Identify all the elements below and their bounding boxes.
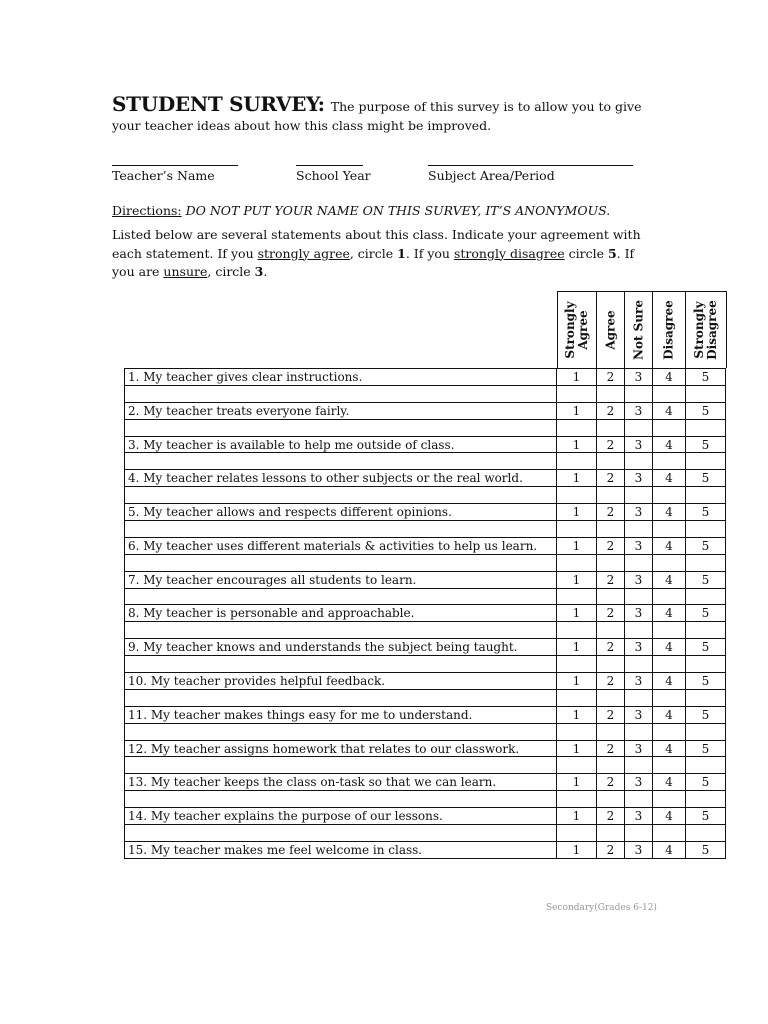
empty-cell (125, 825, 557, 842)
empty-cell (625, 723, 653, 740)
statement-cell: 7. My teacher encourages all students to learn. (125, 571, 557, 588)
rating-1-option[interactable]: 1 (557, 369, 597, 386)
empty-cell (597, 487, 625, 504)
empty-cell (625, 622, 653, 639)
table-row (125, 673, 726, 690)
header-disagree (652, 291, 686, 368)
rating-2-option[interactable]: 2 (597, 605, 625, 622)
header-not-sure (624, 291, 653, 368)
empty-cell (597, 419, 625, 436)
empty-cell (653, 453, 686, 470)
statement-cell: 1. My teacher gives clear instructions. (125, 369, 557, 386)
spacer-row (125, 723, 726, 740)
empty-cell (557, 791, 597, 808)
spacer-row (125, 656, 726, 673)
empty-cell (557, 689, 597, 706)
rating-1-option[interactable]: 1 (557, 537, 597, 554)
empty-cell (125, 554, 557, 571)
spacer-row (125, 689, 726, 706)
empty-cell (597, 521, 625, 538)
statement-cell: 14. My teacher explains the purpose of our lessons. (125, 808, 557, 825)
statement-cell: 3. My teacher is available to help me outside of class. (125, 436, 557, 453)
empty-cell (653, 656, 686, 673)
empty-cell (557, 385, 597, 402)
table-row (125, 841, 726, 858)
teacher-name-blank[interactable] (112, 165, 238, 166)
empty-cell (597, 622, 625, 639)
rating-5-option[interactable]: 5 (686, 841, 726, 858)
header-text: Disagree (705, 300, 719, 360)
intro-line-1: The purpose of this survey is to allow you to give (330, 99, 642, 114)
empty-cell (597, 588, 625, 605)
statement-cell: 15. My teacher makes me feel welcome in class. (125, 841, 557, 858)
statement-cell: 5. My teacher allows and respects different opinions. (125, 504, 557, 521)
empty-cell (625, 385, 653, 402)
empty-cell (686, 521, 726, 538)
empty-cell (557, 521, 597, 538)
empty-cell (625, 757, 653, 774)
spacer-row (125, 622, 726, 639)
empty-cell (686, 453, 726, 470)
rating-4-option[interactable]: 4 (653, 504, 686, 521)
empty-cell (653, 689, 686, 706)
school-year-label: School Year (296, 168, 371, 183)
rating-3-option[interactable]: 3 (625, 571, 653, 588)
rating-3-option[interactable]: 3 (625, 706, 653, 723)
header-text: Strongly (563, 301, 577, 359)
instr-text: . (263, 264, 268, 279)
instr-text: circle (564, 245, 608, 261)
subject-period-label: Subject Area/Period (428, 168, 555, 183)
empty-cell (557, 757, 597, 774)
rating-1-option[interactable]: 1 (557, 740, 597, 757)
empty-cell (686, 791, 726, 808)
empty-cell (625, 689, 653, 706)
rating-2-option[interactable]: 2 (597, 470, 625, 487)
spacer-row (125, 385, 726, 402)
empty-cell (125, 757, 557, 774)
rating-5-option[interactable]: 5 (686, 639, 726, 656)
empty-cell (597, 757, 625, 774)
header-agree (596, 291, 625, 368)
rating-1-option[interactable]: 1 (557, 402, 597, 419)
rating-4-option[interactable]: 4 (653, 774, 686, 791)
rating-5-option[interactable]: 5 (686, 706, 726, 723)
table-row (125, 369, 726, 386)
instr-unsure: unsure (163, 264, 208, 279)
empty-cell (557, 588, 597, 605)
empty-cell (125, 419, 557, 436)
directions-text: DO NOT PUT YOUR NAME ON THIS SURVEY, IT’S ANONYMOUS. (181, 203, 611, 218)
empty-cell (653, 757, 686, 774)
rating-4-option[interactable]: 4 (653, 402, 686, 419)
instr-three: 3 (254, 264, 264, 279)
empty-cell (653, 419, 686, 436)
rating-1-option[interactable]: 1 (557, 673, 597, 690)
empty-cell (125, 622, 557, 639)
empty-cell (557, 453, 597, 470)
instr-strongly-disagree: strongly disagree (453, 245, 565, 261)
footer-grade-level: Secondary(Grades 6-12) (546, 903, 657, 913)
empty-cell (625, 453, 653, 470)
rating-4-option[interactable]: 4 (653, 639, 686, 656)
statement-cell: 10. My teacher provides helpful feedback. (125, 673, 557, 690)
empty-cell (686, 554, 726, 571)
rating-4-option[interactable]: 4 (653, 841, 686, 858)
spacer-row (125, 554, 726, 571)
header-text: Strongly (692, 301, 706, 359)
empty-cell (125, 689, 557, 706)
school-year-blank[interactable] (296, 165, 363, 166)
statement-cell: 4. My teacher relates lessons to other subjects or the real world. (125, 470, 557, 487)
empty-cell (686, 487, 726, 504)
empty-cell (597, 453, 625, 470)
rating-1-option[interactable]: 1 (557, 571, 597, 588)
table-row (125, 639, 726, 656)
rating-2-option[interactable]: 2 (597, 706, 625, 723)
rating-5-option[interactable]: 5 (686, 369, 726, 386)
header-strongly-disagree (685, 291, 727, 368)
rating-2-option[interactable]: 2 (597, 537, 625, 554)
table-row (125, 605, 726, 622)
statement-cell: 9. My teacher knows and understands the subject being taught. (125, 639, 557, 656)
spacer-row (125, 757, 726, 774)
empty-cell (686, 419, 726, 436)
rating-3-option[interactable]: 3 (625, 605, 653, 622)
empty-cell (625, 588, 653, 605)
rating-5-option[interactable]: 5 (686, 436, 726, 453)
survey-title (112, 94, 672, 117)
spacer-row (125, 487, 726, 504)
empty-cell (597, 791, 625, 808)
rating-5-option[interactable]: 5 (686, 504, 726, 521)
empty-cell (686, 385, 726, 402)
statement-cell: 13. My teacher keeps the class on-task so that we can learn. (125, 774, 557, 791)
rating-2-option[interactable]: 2 (597, 740, 625, 757)
header-text: Not Sure (631, 299, 645, 361)
rating-2-option[interactable]: 2 (597, 402, 625, 419)
empty-cell (686, 588, 726, 605)
table-row (125, 774, 726, 791)
teacher-name-label: Teacher’s Name (112, 168, 215, 183)
empty-cell (653, 487, 686, 504)
rating-5-option[interactable]: 5 (686, 673, 726, 690)
survey-table (124, 368, 726, 859)
empty-cell (125, 453, 557, 470)
instr-one: 1 (397, 245, 406, 261)
empty-cell (653, 588, 686, 605)
empty-cell (597, 554, 625, 571)
rating-3-option[interactable]: 3 (625, 841, 653, 858)
empty-cell (653, 521, 686, 538)
rating-4-option[interactable]: 4 (653, 673, 686, 690)
rating-5-option[interactable]: 5 (686, 571, 726, 588)
rating-5-option[interactable]: 5 (686, 740, 726, 757)
rating-4-option[interactable]: 4 (653, 605, 686, 622)
empty-cell (597, 689, 625, 706)
rating-3-option[interactable]: 3 (625, 740, 653, 757)
header-strongly-agree (557, 291, 597, 368)
empty-cell (557, 487, 597, 504)
rating-2-option[interactable]: 2 (597, 504, 625, 521)
empty-cell (653, 723, 686, 740)
rating-2-option[interactable]: 2 (597, 639, 625, 656)
rating-4-option[interactable]: 4 (653, 706, 686, 723)
rating-5-option[interactable]: 5 (686, 470, 726, 487)
statement-cell: 6. My teacher uses different materials & activities to help us learn. (125, 537, 557, 554)
rating-5-option[interactable]: 5 (686, 537, 726, 554)
rating-4-option[interactable]: 4 (653, 369, 686, 386)
table-row (125, 808, 726, 825)
empty-cell (625, 791, 653, 808)
table-row (125, 706, 726, 723)
empty-cell (686, 825, 726, 842)
instr-five: 5 (607, 245, 617, 261)
rating-5-option[interactable]: 5 (686, 402, 726, 419)
rating-2-option[interactable]: 2 (597, 571, 625, 588)
instr-strongly-agree: strongly agree (257, 245, 350, 261)
rating-4-option[interactable]: 4 (653, 571, 686, 588)
empty-cell (125, 791, 557, 808)
title-heading: STUDENT SURVEY: (112, 92, 325, 116)
empty-cell (557, 656, 597, 673)
rating-5-option[interactable]: 5 (686, 774, 726, 791)
rating-4-option[interactable]: 4 (653, 808, 686, 825)
empty-cell (597, 656, 625, 673)
rating-3-option[interactable]: 3 (625, 673, 653, 690)
spacer-row (125, 453, 726, 470)
instr-text: , circle (207, 264, 255, 279)
empty-cell (653, 385, 686, 402)
empty-cell (653, 554, 686, 571)
empty-cell (625, 656, 653, 673)
instructions-paragraph (112, 226, 657, 282)
spacer-row (125, 419, 726, 436)
empty-cell (125, 487, 557, 504)
rating-4-option[interactable]: 4 (653, 470, 686, 487)
rating-1-option[interactable]: 1 (557, 504, 597, 521)
rating-2-option[interactable]: 2 (597, 436, 625, 453)
rating-1-option[interactable]: 1 (557, 774, 597, 791)
intro-line-2: your teacher ideas about how this class might be improved. (112, 118, 492, 133)
rating-1-option[interactable]: 1 (557, 706, 597, 723)
statement-cell: 8. My teacher is personable and approachable. (125, 605, 557, 622)
subject-period-blank[interactable] (428, 165, 633, 166)
table-row (125, 470, 726, 487)
empty-cell (653, 825, 686, 842)
statement-cell: 11. My teacher makes things easy for me to understand. (125, 706, 557, 723)
table-row (125, 504, 726, 521)
empty-cell (653, 791, 686, 808)
rating-3-option[interactable]: 3 (625, 639, 653, 656)
rating-3-option[interactable]: 3 (625, 470, 653, 487)
rating-2-option[interactable]: 2 (597, 369, 625, 386)
empty-cell (557, 622, 597, 639)
rating-2-option[interactable]: 2 (597, 841, 625, 858)
instr-text: . If you (405, 245, 454, 261)
spacer-row (125, 825, 726, 842)
empty-cell (625, 521, 653, 538)
spacer-row (125, 521, 726, 538)
table-row (125, 740, 726, 757)
empty-cell (686, 656, 726, 673)
table-row (125, 537, 726, 554)
rating-1-option[interactable]: 1 (557, 841, 597, 858)
header-text: Agree (603, 310, 617, 350)
empty-cell (557, 419, 597, 436)
empty-cell (686, 689, 726, 706)
rating-4-option[interactable]: 4 (653, 537, 686, 554)
rating-3-option[interactable]: 3 (625, 808, 653, 825)
table-row (125, 402, 726, 419)
rating-3-option[interactable]: 3 (625, 537, 653, 554)
rating-1-option[interactable]: 1 (557, 470, 597, 487)
instr-text: Listed below are several statements about this class. Indicate your agreement with each statement. If you (112, 227, 641, 261)
statement-cell: 12. My teacher assigns homework that relates to our classwork. (125, 740, 557, 757)
empty-cell (125, 723, 557, 740)
empty-cell (597, 385, 625, 402)
rating-3-option[interactable]: 3 (625, 369, 653, 386)
empty-cell (125, 656, 557, 673)
rating-3-option[interactable]: 3 (625, 774, 653, 791)
directions (112, 203, 610, 218)
rating-5-option[interactable]: 5 (686, 808, 726, 825)
spacer-row (125, 791, 726, 808)
rating-1-option[interactable]: 1 (557, 808, 597, 825)
empty-cell (686, 622, 726, 639)
directions-label: Directions: (112, 203, 182, 218)
rating-2-option[interactable]: 2 (597, 808, 625, 825)
empty-cell (597, 723, 625, 740)
rating-1-option[interactable]: 1 (557, 605, 597, 622)
empty-cell (625, 825, 653, 842)
empty-cell (557, 723, 597, 740)
instr-text: , circle (349, 245, 398, 261)
empty-cell (557, 554, 597, 571)
statement-cell: 2. My teacher treats everyone fairly. (125, 402, 557, 419)
empty-cell (625, 554, 653, 571)
rating-4-option[interactable]: 4 (653, 740, 686, 757)
empty-cell (125, 385, 557, 402)
empty-cell (686, 723, 726, 740)
empty-cell (625, 419, 653, 436)
empty-cell (125, 588, 557, 605)
rating-4-option[interactable]: 4 (653, 436, 686, 453)
rating-3-option[interactable]: 3 (625, 436, 653, 453)
empty-cell (625, 487, 653, 504)
empty-cell (653, 622, 686, 639)
empty-cell (125, 521, 557, 538)
header-text: Agree (576, 310, 590, 350)
empty-cell (686, 757, 726, 774)
instr-text: . If you are (112, 245, 635, 279)
rating-5-option[interactable]: 5 (686, 605, 726, 622)
spacer-row (125, 588, 726, 605)
rating-2-option[interactable]: 2 (597, 774, 625, 791)
rating-3-option[interactable]: 3 (625, 504, 653, 521)
table-row (125, 436, 726, 453)
empty-cell (557, 825, 597, 842)
rating-1-option[interactable]: 1 (557, 639, 597, 656)
rating-2-option[interactable]: 2 (597, 673, 625, 690)
rating-1-option[interactable]: 1 (557, 436, 597, 453)
empty-cell (597, 825, 625, 842)
table-row (125, 571, 726, 588)
header-text: Disagree (661, 300, 676, 360)
rating-3-option[interactable]: 3 (625, 402, 653, 419)
